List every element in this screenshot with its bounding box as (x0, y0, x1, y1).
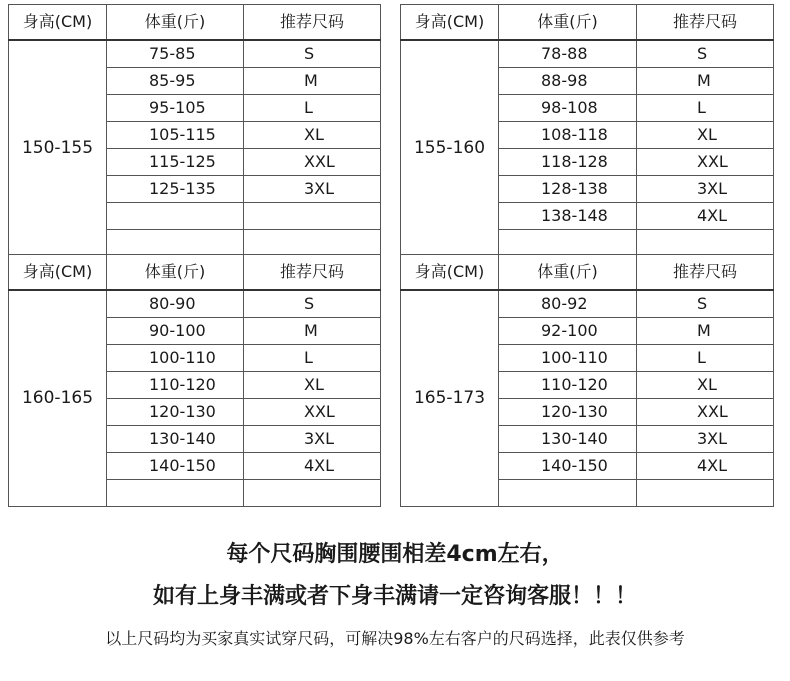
size-cell: 3XL (244, 426, 381, 453)
size-cell (637, 480, 774, 507)
header-size: 推荐尺码 (244, 255, 381, 291)
weight-cell (107, 230, 244, 257)
size-cell: XXL (637, 149, 774, 176)
note-measurement-difference: 每个尺码胸围腰围相差4cm左右， (226, 542, 564, 567)
size-table-155-160 (400, 4, 774, 257)
header-height: 身高(CM) (401, 5, 499, 41)
size-cell: L (637, 95, 774, 122)
header-weight: 体重(斤) (107, 5, 244, 41)
size-cell (244, 203, 381, 230)
size-cell (244, 230, 381, 257)
weight-cell: 130-140 (107, 426, 244, 453)
weight-cell: 92-100 (499, 318, 637, 345)
weight-cell: 138-148 (499, 203, 637, 230)
weight-cell: 88-98 (499, 68, 637, 95)
size-cell: M (244, 68, 381, 95)
weight-cell: 75-85 (107, 40, 244, 68)
weight-cell: 115-125 (107, 149, 244, 176)
size-cell (637, 230, 774, 257)
size-cell: XL (637, 372, 774, 399)
weight-cell: 90-100 (107, 318, 244, 345)
weight-cell: 110-120 (499, 372, 637, 399)
size-cell: M (244, 318, 381, 345)
size-cell: L (244, 95, 381, 122)
weight-cell: 95-105 (107, 95, 244, 122)
note-consult-service: 如有上身丰满或者下身丰满请一定咨询客服！！！ (152, 584, 637, 609)
weight-cell (499, 480, 637, 507)
weight-cell (107, 203, 244, 230)
weight-cell: 85-95 (107, 68, 244, 95)
size-cell: XL (244, 122, 381, 149)
size-cell: L (637, 345, 774, 372)
height-range-cell: 155-160 (401, 40, 499, 257)
size-cell: 4XL (637, 203, 774, 230)
size-cell: M (637, 318, 774, 345)
size-cell: XL (637, 122, 774, 149)
size-table-150-155 (8, 4, 381, 257)
size-cell: 3XL (244, 176, 381, 203)
weight-cell: 140-150 (499, 453, 637, 480)
height-range-cell: 150-155 (9, 40, 107, 257)
weight-cell: 98-108 (499, 95, 637, 122)
weight-cell: 128-138 (499, 176, 637, 203)
size-cell: S (244, 40, 381, 68)
size-cell: XXL (244, 149, 381, 176)
weight-cell: 78-88 (499, 40, 637, 68)
note-disclaimer: 以上尺码均为买家真实试穿尺码，可解决98%左右客户的尺码选择，此表仅供参考 (105, 629, 685, 648)
weight-cell: 80-92 (499, 290, 637, 318)
size-cell: S (244, 290, 381, 318)
size-cell: XXL (637, 399, 774, 426)
weight-cell: 140-150 (107, 453, 244, 480)
size-cell: XXL (244, 399, 381, 426)
size-cell: 4XL (637, 453, 774, 480)
weight-cell: 125-135 (107, 176, 244, 203)
height-range-cell: 165-173 (401, 290, 499, 507)
weight-cell: 118-128 (499, 149, 637, 176)
size-cell: L (244, 345, 381, 372)
header-weight: 体重(斤) (499, 255, 637, 291)
size-cell: M (637, 68, 774, 95)
height-range-cell: 160-165 (9, 290, 107, 507)
size-table-160-165 (8, 254, 381, 507)
weight-cell: 130-140 (499, 426, 637, 453)
size-table-165-173 (400, 254, 774, 507)
weight-cell (499, 230, 637, 257)
size-cell: XL (244, 372, 381, 399)
weight-cell: 100-110 (499, 345, 637, 372)
weight-cell: 108-118 (499, 122, 637, 149)
weight-cell: 80-90 (107, 290, 244, 318)
size-cell: S (637, 40, 774, 68)
header-size: 推荐尺码 (244, 5, 381, 41)
size-cell: 3XL (637, 426, 774, 453)
header-size: 推荐尺码 (637, 255, 774, 291)
header-size: 推荐尺码 (637, 5, 774, 41)
size-cell: S (637, 290, 774, 318)
weight-cell: 120-130 (107, 399, 244, 426)
header-height: 身高(CM) (9, 5, 107, 41)
weight-cell: 105-115 (107, 122, 244, 149)
size-cell: 3XL (637, 176, 774, 203)
header-height: 身高(CM) (401, 255, 499, 291)
weight-cell: 120-130 (499, 399, 637, 426)
header-weight: 体重(斤) (107, 255, 244, 291)
weight-cell: 100-110 (107, 345, 244, 372)
size-cell: 4XL (244, 453, 381, 480)
weight-cell (107, 480, 244, 507)
size-cell (244, 480, 381, 507)
weight-cell: 110-120 (107, 372, 244, 399)
header-height: 身高(CM) (9, 255, 107, 291)
header-weight: 体重(斤) (499, 5, 637, 41)
